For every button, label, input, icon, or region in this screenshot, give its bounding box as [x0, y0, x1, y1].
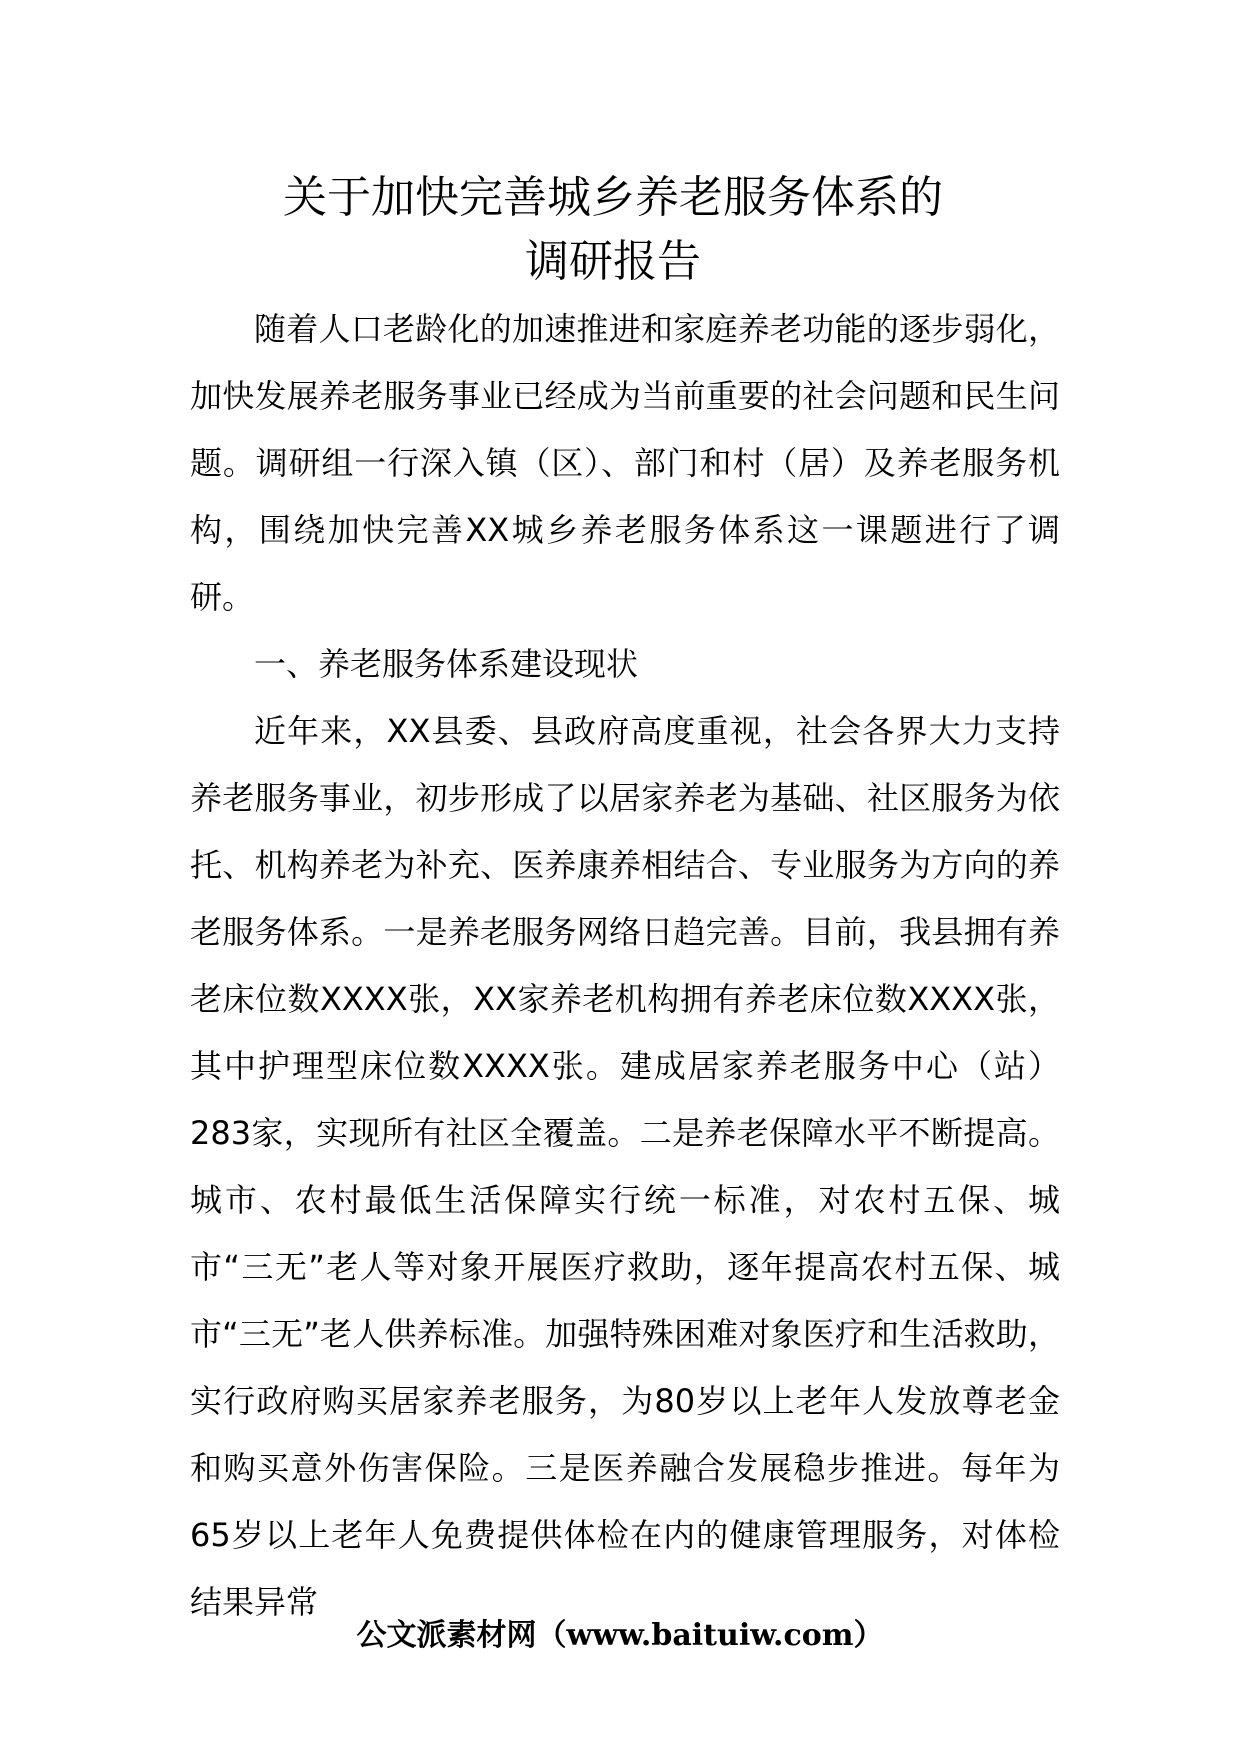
- document-title-line-2: 调研报告: [525, 236, 701, 287]
- document-title-line-1: 关于加快完善城乡养老服务体系的: [283, 172, 943, 223]
- source-watermark: 公文派素材网（www.baituiw.com）: [356, 1618, 884, 1653]
- intro-paragraph: 随着人口老龄化的加速推进和家庭养老功能的逐步弱化，加快发展养老服务事业已经成为当前重要的社会问题和民生问题。调研组一行深入镇（区）、部门和村（居）及养老服务机构，围绕加快完善XX城乡养老服务体系这一课题进行了调研。: [190, 310, 1060, 616]
- document-body: [190, 296, 1060, 1636]
- section-heading: 一、养老服务体系建设现状: [254, 645, 639, 683]
- body-paragraph: 近年来，XX县委、县政府高度重视，社会各界大力支持养老服务事业，初步形成了以居家养老为基础、社区服务为依托、机构养老为补充、医养康养相结合、专业服务为方向的养老服务体系。一是养老服务网络日趋完善。目前，我县拥有养老床位数XXXX张，XX家养老机构拥有养老床位数XXXX张，其中护理型床位数XXXX张。建成居家养老服务中心（站）283家，实现所有社区全覆盖。二是养老保障水平不断提高。城市、农村最低生活保障实行统一标准，对农村五保、城市“三无”老人等对象开展医疗救助，逐年提高农村五保、城市“三无”老人供养标准。加强特殊困难对象医疗和生活救助，实行政府购买居家养老服务，为80岁以上老年人发放尊老金和购买意外伤害保险。三是医养融合发展稳步推进。每年为65岁以上老年人免费提供体检在内的健康管理服务，对体检结果异常: [190, 712, 1060, 1621]
